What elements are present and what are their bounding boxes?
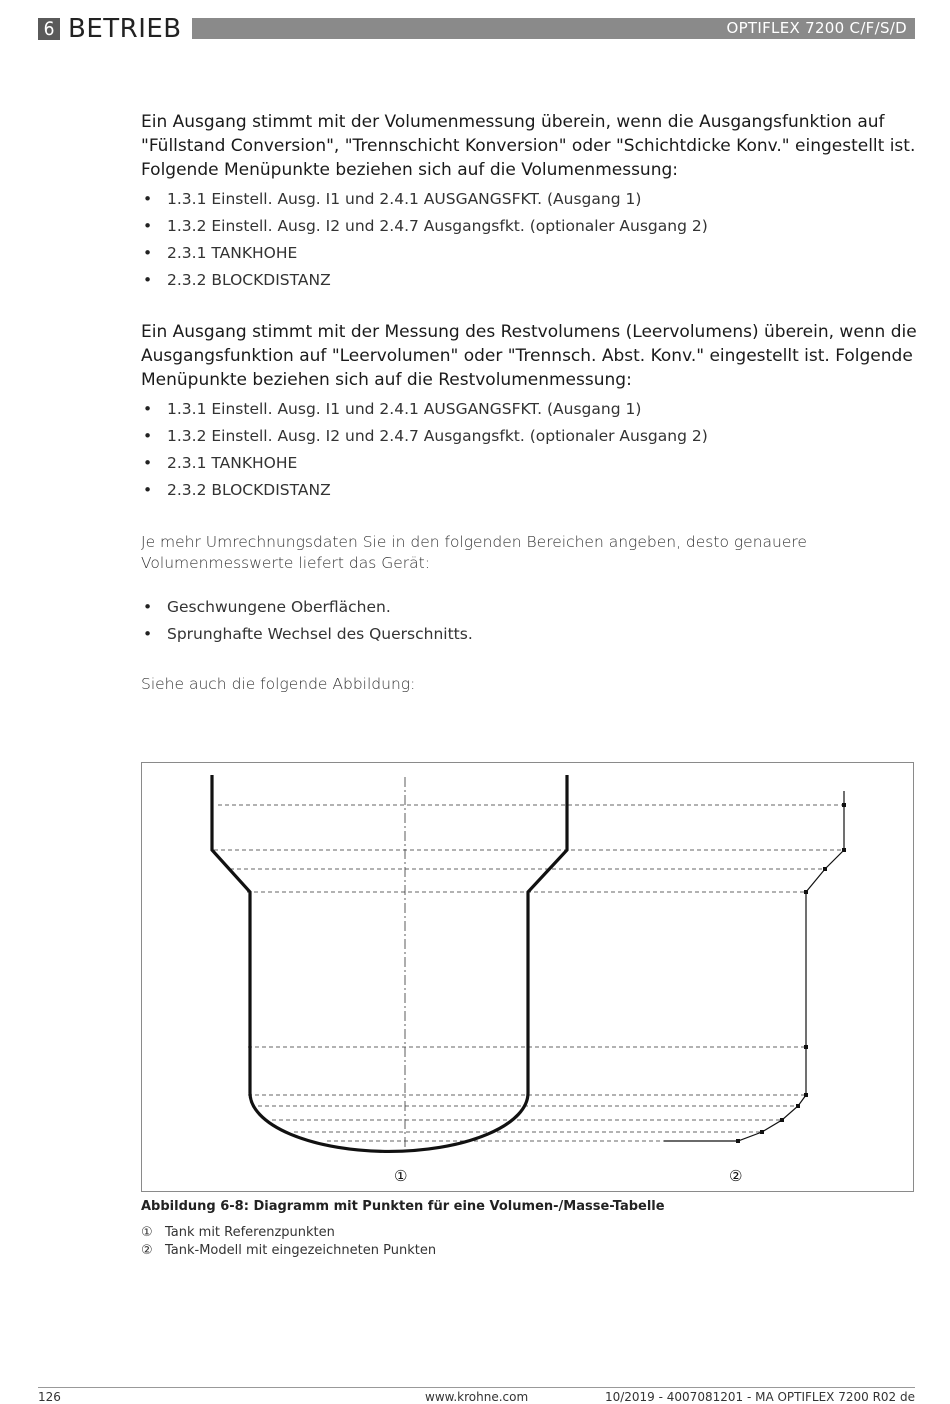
footer-website[interactable]: www.krohne.com (425, 1390, 529, 1404)
section1-list (141, 186, 921, 294)
tank-diagram-svg (142, 763, 915, 1193)
model-point (842, 803, 846, 807)
product-name: OPTIFLEX 7200 C/F/S/D (726, 19, 907, 37)
list-item: • 2.3.2 BLOCKDISTANZ (141, 267, 921, 294)
footer-divider (38, 1387, 915, 1388)
model-point (780, 1118, 784, 1122)
section2-list (141, 396, 921, 504)
marker-1: ① (394, 1167, 408, 1185)
list-item: • 1.3.2 Einstell. Ausg. I2 und 2.4.7 Ausgangsfkt. (optionaler Ausgang 2) (141, 213, 921, 240)
page-number: 126 (38, 1390, 61, 1404)
list-item: • 1.3.1 Einstell. Ausg. I1 und 2.4.1 AUSGANGSFKT. (Ausgang 1) (141, 396, 921, 423)
header-bar (192, 18, 915, 39)
model-point (736, 1139, 740, 1143)
list-item: • 1.3.2 Einstell. Ausg. I2 und 2.4.7 Ausgangsfkt. (optionaler Ausgang 2) (141, 423, 921, 450)
figure-legend (141, 1224, 436, 1260)
model-point (796, 1104, 800, 1108)
tank-model-line (664, 791, 844, 1141)
model-point (804, 890, 808, 894)
legend-marker: ① (141, 1225, 153, 1240)
footer-docref: 10/2019 - 4007081201 - MA OPTIFLEX 7200 R02 de (604, 1390, 915, 1404)
section3-text: Je mehr Umrechnungsdaten Sie in den folgenden Bereichen angeben, desto genauere Volumenmesswerte liefert das Gerät: (141, 533, 807, 572)
chapter-number: 6 (38, 18, 60, 40)
see-also-text: Siehe auch die folgende Abbildung: (141, 675, 416, 693)
marker-2: ② (729, 1167, 743, 1185)
model-point (842, 848, 846, 852)
figure-tank-diagram (141, 762, 914, 1192)
chapter-title: BETRIEB (68, 14, 182, 44)
section1-lead: Ein Ausgang stimmt mit der Volumenmessung überein, wenn die Ausgangsfunktion auf "Füllstand Conversion", "Trennschicht Konversion" oder "Schichtdicke Konv." eingestellt ist. Folgende Menüpunkte beziehen sich auf die Volumenmessung: (141, 112, 916, 180)
legend-item (141, 1242, 436, 1260)
legend-text: Tank-Modell mit eingezeichneten Punkten (165, 1243, 437, 1258)
legend-item (141, 1224, 436, 1242)
model-point (804, 1045, 808, 1049)
list-item: • Geschwungene Oberflächen. (141, 594, 921, 621)
section3-list (141, 594, 921, 648)
legend-marker: ② (141, 1243, 153, 1258)
list-item: • 1.3.1 Einstell. Ausg. I1 und 2.4.1 AUSGANGSFKT. (Ausgang 1) (141, 186, 921, 213)
model-point (760, 1130, 764, 1134)
list-item: • 2.3.2 BLOCKDISTANZ (141, 477, 921, 504)
main-content (141, 110, 921, 695)
figure-caption: Abbildung 6-8: Diagramm mit Punkten für eine Volumen-/Masse-Tabelle (141, 1199, 665, 1214)
model-point (804, 1093, 808, 1097)
section2-lead: Ein Ausgang stimmt mit der Messung des Restvolumens (Leervolumens) überein, wenn die Ausgangsfunktion auf "Leervolumen" oder "Trennsch. Abst. Konv." eingestellt ist. Folgende Menüpunkte beziehen sich auf die Restvolumenmessung: (141, 322, 917, 390)
model-point (823, 867, 827, 871)
list-item: • 2.3.1 TANKHOHE (141, 240, 921, 267)
list-item: • 2.3.1 TANKHOHE (141, 450, 921, 477)
model-points (736, 803, 846, 1143)
legend-text: Tank mit Referenzpunkten (165, 1225, 335, 1240)
page-header (38, 14, 915, 42)
list-item: • Sprunghafte Wechsel des Querschnitts. (141, 621, 921, 648)
